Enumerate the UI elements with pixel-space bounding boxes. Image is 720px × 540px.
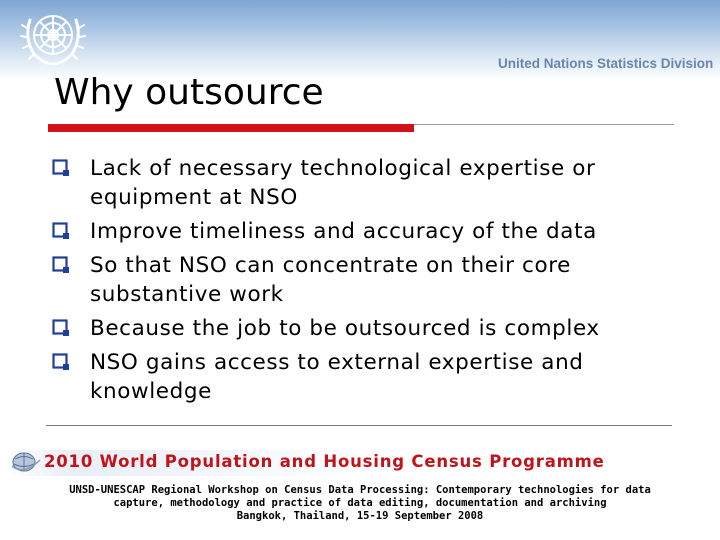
division-name: United Nations Statistics Division <box>498 56 714 71</box>
bullet-line: So that NSO can concentrate on their core <box>90 253 572 278</box>
title-underline-thin <box>414 124 674 125</box>
bullet-line: equipment at NSO <box>90 185 298 210</box>
un-emblem-icon <box>18 6 88 70</box>
bullet-line: Lack of necessary technological expertise or <box>90 156 596 181</box>
globe-icon <box>10 450 42 474</box>
bullet-line: Because the job to be outsourced is complex <box>90 316 600 341</box>
slide-title: Why outsource <box>54 72 324 113</box>
census-banner <box>4 450 678 476</box>
footer-line: capture, methodology and practice of data editing, documentation and archiving <box>113 497 607 509</box>
checkbox-bullet-icon <box>52 256 69 273</box>
bullet-line: Improve timeliness and accuracy of the data <box>90 219 597 244</box>
bullet-line: knowledge <box>90 379 212 404</box>
checkbox-bullet-icon <box>52 353 69 370</box>
bullet-line: NSO gains access to external expertise and <box>90 350 584 375</box>
bullet-item <box>52 251 692 309</box>
checkbox-bullet-icon <box>52 319 69 336</box>
bullet-line: substantive work <box>90 282 284 307</box>
footer-line: Bangkok, Thailand, 15-19 September 2008 <box>236 510 484 522</box>
bullet-item <box>52 154 692 212</box>
checkbox-bullet-icon <box>52 222 69 239</box>
census-programme-title: 2010 World Population and Housing Census Programme <box>44 452 605 471</box>
checkbox-bullet-icon <box>52 159 69 176</box>
footer-text <box>22 484 698 523</box>
bullet-list <box>52 154 692 411</box>
bullet-item <box>52 217 692 246</box>
title-underline-red <box>48 124 414 132</box>
footer-divider <box>46 425 672 426</box>
bullet-item <box>52 314 692 343</box>
bullet-item <box>52 348 692 406</box>
footer-line: UNSD-UNESCAP Regional Workshop on Census Data Processing: Contemporary technologies for data <box>69 484 651 496</box>
